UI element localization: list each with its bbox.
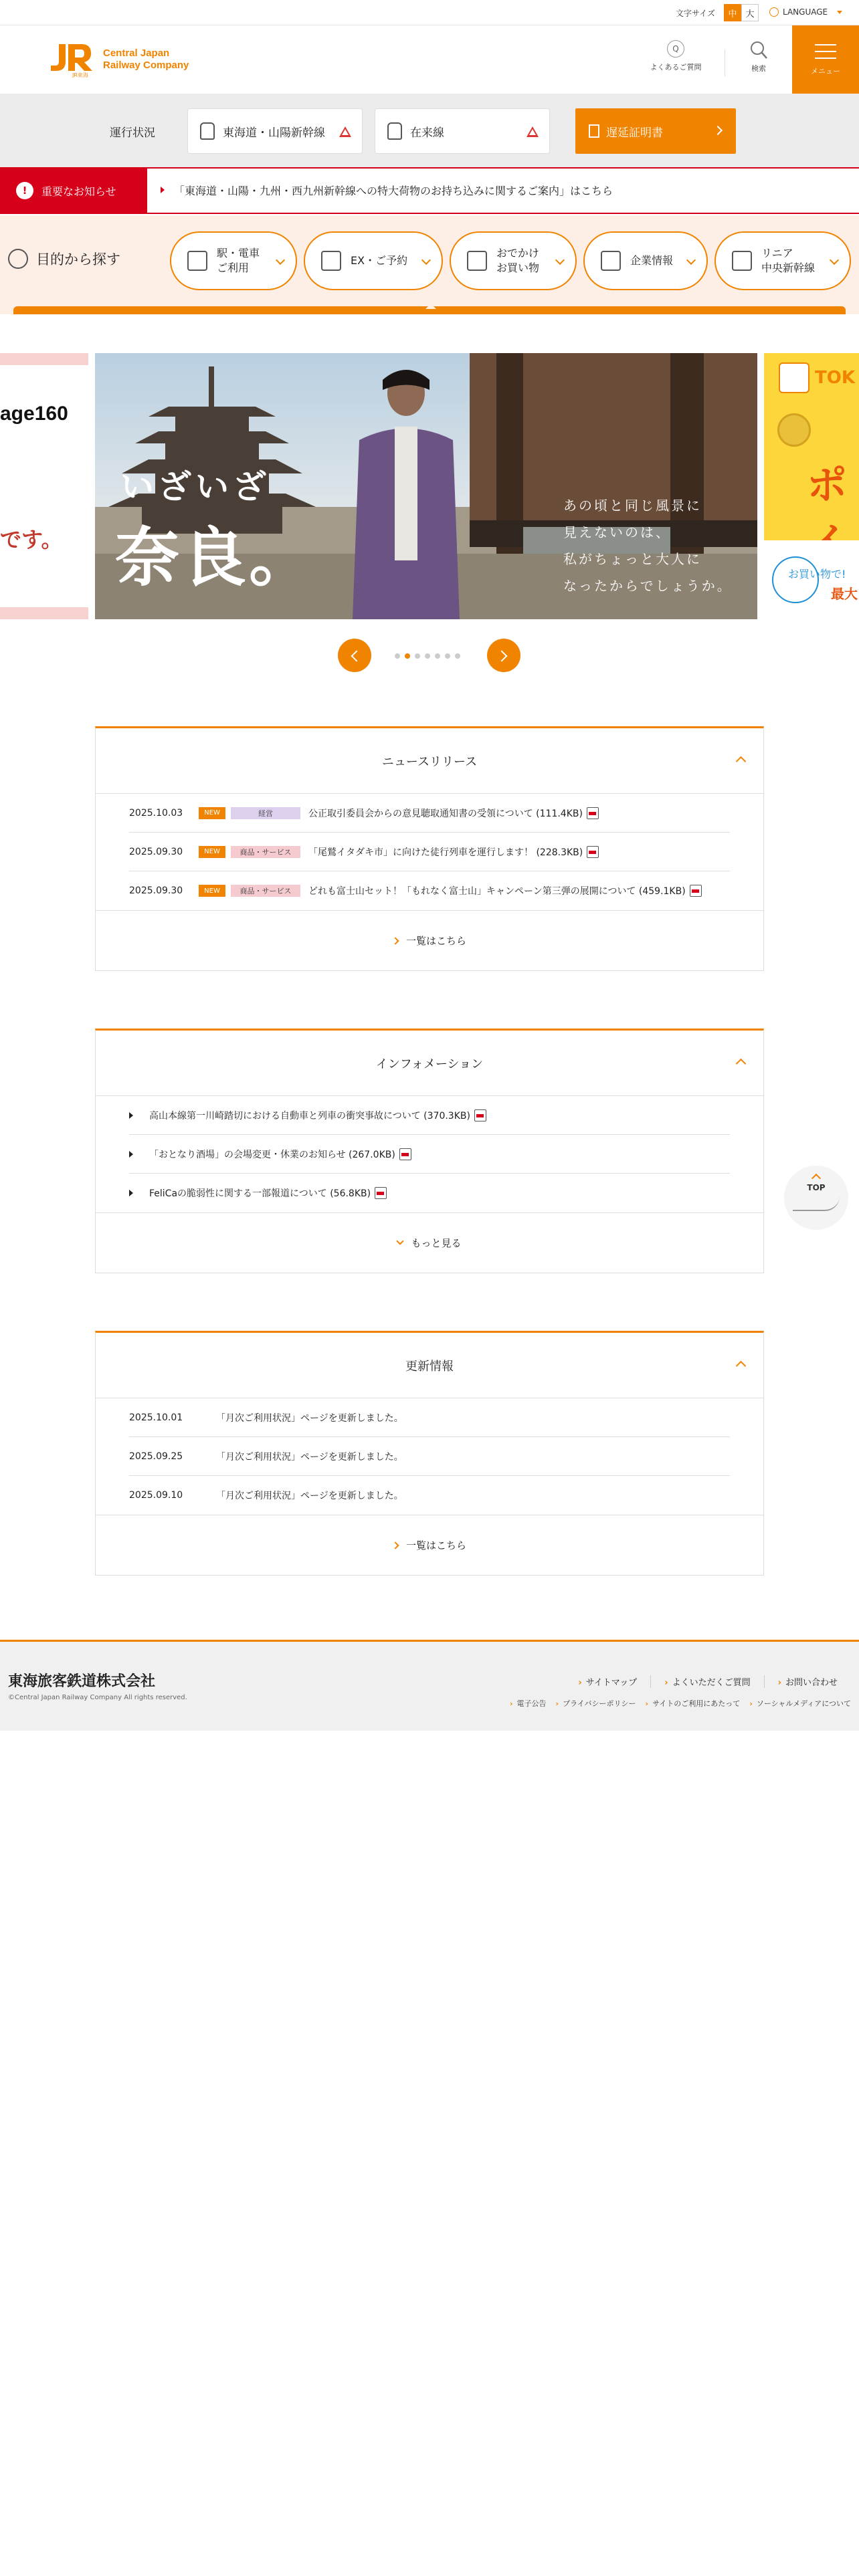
pdf-icon [587, 807, 599, 819]
new-badge: NEW [199, 885, 225, 897]
info-title: 高山本線第一川崎踏切における自動車と列車の衝突事故について (370.3KB) [149, 1109, 486, 1122]
search-icon [749, 40, 768, 60]
carousel-dot[interactable] [455, 653, 460, 659]
purpose-title [8, 249, 120, 269]
footer-link-contact[interactable]: › お問い合わせ [764, 1675, 851, 1688]
pdf-icon [587, 846, 599, 858]
site-logo[interactable] [47, 41, 189, 78]
updates-more-label: 一覧はこちら [405, 1539, 466, 1551]
chevron-down-icon [830, 255, 839, 265]
news-date: 2025.10.03 [129, 807, 183, 819]
information-list [96, 1096, 763, 1212]
update-row[interactable] [129, 1476, 730, 1515]
new-badge: NEW [199, 807, 225, 819]
update-title: 「月次ご利用状況」ページを更新しました。 [216, 1491, 403, 1501]
status-zairai[interactable] [375, 108, 550, 154]
chevron-down-icon [397, 1237, 404, 1245]
delay-certificate-label: 遅延証明書 [606, 126, 663, 140]
slide-next-text3: お買い物で! [788, 568, 846, 580]
top-label: TOP [807, 1183, 826, 1192]
slide-title: いざいざ [120, 467, 270, 506]
warning-icon [339, 126, 351, 137]
footer-link-faq[interactable]: › よくいただくご質問 [650, 1675, 763, 1688]
footer-copyright: ©Central Japan Railway Company All rights reserved. [8, 1694, 187, 1701]
font-size-medium-button[interactable]: 中 [724, 4, 741, 21]
news-release-panel [95, 726, 764, 971]
news-more-label: 一覧はこちら [405, 935, 466, 947]
chevron-down-icon [555, 255, 565, 265]
building-icon [601, 251, 621, 271]
jr-logo-icon [47, 41, 95, 78]
purpose-outing-button[interactable] [450, 231, 577, 290]
font-size-large-button[interactable]: 大 [741, 4, 759, 21]
operation-status-bar [0, 94, 859, 167]
carousel-slide-prev[interactable] [0, 353, 88, 619]
slide-prev-text2: です。 [0, 527, 63, 552]
important-notice [0, 167, 859, 214]
carousel-dot[interactable] [395, 653, 400, 659]
carousel-prev-button[interactable] [338, 639, 371, 672]
purpose-search [0, 215, 859, 314]
purpose-title-label: 目的から探す [36, 251, 120, 267]
chevron-up-icon [736, 1059, 747, 1069]
search-button[interactable] [739, 40, 779, 74]
chevron-right-icon [713, 126, 723, 135]
logo-line2: Railway Company [103, 60, 189, 71]
train-icon [387, 122, 402, 140]
footer-link-social[interactable]: › ソーシャルメディアについて [749, 1698, 851, 1709]
site-header [0, 25, 859, 94]
search-label: 検索 [751, 64, 766, 73]
update-date: 2025.09.10 [129, 1490, 183, 1501]
information-panel [95, 1029, 764, 1273]
caret-down-icon [837, 11, 842, 14]
chevron-down-icon [421, 255, 431, 265]
notice-tag-label: 重要なお知らせ [41, 185, 116, 198]
update-title: 「月次ご利用状況」ページを更新しました。 [216, 1412, 403, 1424]
info-more-button[interactable] [96, 1212, 763, 1273]
pdf-icon [375, 1187, 387, 1199]
toica-card-icon [779, 362, 809, 393]
purpose-corporate-button[interactable] [583, 231, 708, 290]
slide-next-text4: 最大 [831, 586, 858, 602]
status-zairai-label: 在来線 [410, 126, 444, 140]
carousel-next-button[interactable] [487, 639, 520, 672]
info-title: 「おとなり酒場」の会場変更・休業のお知らせ (267.0KB) [149, 1148, 411, 1161]
category-badge: 商品・サービス [231, 846, 300, 858]
status-shinkansen[interactable] [187, 108, 363, 154]
purpose-linear-button[interactable] [714, 231, 851, 290]
update-row[interactable] [129, 1398, 730, 1437]
footer-link-terms[interactable]: › サイトのご利用にあたって [646, 1698, 741, 1709]
footer-main-links [565, 1675, 851, 1688]
exclamation-icon: ! [16, 182, 33, 199]
logo-jr-sub: JR東海 [72, 72, 88, 78]
carousel-dot[interactable] [435, 653, 440, 659]
news-more-link[interactable] [96, 910, 763, 970]
update-date: 2025.10.01 [129, 1412, 183, 1423]
purpose-notch [425, 304, 436, 309]
purpose-label: 駅・電車 ご利用 [217, 247, 260, 274]
notice-link[interactable]: 「東海道・山陽・九州・西九州新幹線への特大荷物のお持ち込みに関するご案内」はこちら [161, 183, 613, 198]
category-badge: 経営 [231, 807, 300, 819]
hamburger-icon [815, 44, 836, 59]
news-date: 2025.09.30 [129, 885, 183, 896]
train-icon [200, 122, 215, 140]
news-release-list [96, 794, 763, 910]
news-row[interactable] [129, 833, 730, 871]
coin-icon [777, 413, 811, 447]
notice-tag [0, 169, 147, 213]
chevron-up-icon [812, 1174, 821, 1183]
chevron-right-icon [391, 937, 399, 944]
info-row[interactable] [129, 1174, 730, 1212]
carousel-dot[interactable] [425, 653, 430, 659]
info-title: FeliCaの脆弱性に関する一部報道について (56.8KB) [149, 1186, 387, 1200]
category-badge: 商品・サービス [231, 885, 300, 897]
footer-sub-links [510, 1698, 851, 1709]
info-more-label: もっと見る [411, 1237, 462, 1249]
search-icon [8, 249, 28, 269]
slide-prev-text1: age160 [0, 403, 68, 425]
slide-next-ribbon [764, 540, 859, 619]
chevron-down-icon [686, 255, 696, 265]
shinkansen-icon [793, 1196, 840, 1211]
back-to-top-button[interactable] [784, 1166, 848, 1230]
carousel-dot-active[interactable] [405, 653, 410, 659]
utility-bar [0, 0, 859, 25]
document-icon [589, 124, 599, 138]
update-title: 「月次ご利用状況」ページを更新しました。 [216, 1451, 403, 1463]
chevron-down-icon [276, 255, 285, 265]
faq-link[interactable] [642, 40, 709, 72]
news-title: 公正取引委員会からの意見聴取通知書の受領について (111.4KB) [308, 807, 599, 820]
purpose-label: EX・ご予約 [351, 254, 408, 267]
purpose-label: 企業情報 [630, 254, 674, 267]
faq-label: よくあるご質問 [650, 63, 702, 72]
updates-more-link[interactable] [96, 1515, 763, 1575]
status-shinkansen-label: 東海道・山陽新幹線 [223, 126, 325, 140]
purpose-station-button[interactable] [170, 231, 297, 290]
warning-icon [527, 126, 539, 137]
language-label: LANGUAGE [783, 7, 828, 17]
delay-certificate-button[interactable] [575, 108, 736, 154]
chevron-up-icon [736, 756, 747, 767]
update-date: 2025.09.25 [129, 1451, 183, 1462]
footer-company-name: 東海旅客鉄道株式会社 [8, 1673, 156, 1690]
footer-link-sitemap[interactable]: › サイトマップ [565, 1675, 650, 1688]
footer-link-public-notice[interactable]: › 電子公告 [510, 1698, 547, 1709]
purpose-label: リニア 中央新幹線 [761, 247, 816, 274]
slide-copy: あの頃と同じ風景に 見えないのは、 私がちょっと大人に なったからでしょうか。 [563, 498, 733, 594]
updates-header[interactable] [96, 1333, 763, 1398]
footer-link-privacy[interactable]: › プライバシーポリシー [556, 1698, 636, 1709]
carousel-slide-next[interactable] [764, 353, 859, 619]
slide-next-text1: TOK [815, 368, 855, 388]
purpose-label: おでかけ お買い物 [496, 247, 540, 274]
info-row[interactable] [129, 1096, 730, 1135]
news-release-title: ニュースリリース [381, 754, 478, 769]
menu-button[interactable] [792, 25, 859, 94]
shopping-icon [467, 251, 487, 271]
news-title: どれも富士山セット！「もれなく富士山」キャンペーン第三弾の展開について (459.1KB) [308, 884, 702, 897]
menu-label: メニュー [811, 67, 840, 76]
purpose-ex-button[interactable] [304, 231, 443, 290]
site-footer [0, 1640, 859, 1731]
font-size-label: 文字サイズ [676, 9, 716, 18]
info-row[interactable] [129, 1135, 730, 1174]
carousel-dot[interactable] [415, 653, 420, 659]
news-row[interactable] [129, 794, 730, 833]
status-label: 運行状況 [110, 126, 155, 140]
updates-list [96, 1398, 763, 1515]
station-icon [187, 251, 207, 271]
information-header[interactable] [96, 1031, 763, 1096]
pdf-icon [690, 885, 702, 897]
information-title: インフォメーション [375, 1057, 484, 1071]
slide-place: 奈良。 [115, 520, 316, 595]
chevron-right-icon [391, 1541, 399, 1549]
chevron-up-icon [736, 1361, 747, 1372]
logo-text [103, 47, 189, 72]
language-selector[interactable] [769, 7, 842, 17]
carousel-slide-active[interactable] [95, 353, 757, 619]
news-date: 2025.09.30 [129, 846, 183, 857]
news-title: 「尾鷲イタダキ市」に向けた徒行列車を運行します！ (228.3KB) [308, 845, 599, 859]
update-row[interactable] [129, 1437, 730, 1476]
ticket-icon [321, 251, 341, 271]
logo-line1: Central Japan [103, 47, 170, 59]
carousel-dots [395, 653, 460, 659]
question-icon: Q [667, 40, 684, 58]
carousel-dot[interactable] [445, 653, 450, 659]
pdf-icon [474, 1109, 486, 1121]
news-release-header[interactable] [96, 728, 763, 794]
pdf-icon [399, 1148, 411, 1160]
globe-icon [769, 7, 779, 17]
maglev-icon [732, 251, 752, 271]
updates-panel [95, 1331, 764, 1576]
slide-next-text2: ポ [807, 462, 847, 509]
new-badge: NEW [199, 846, 225, 858]
updates-title: 更新情報 [405, 1359, 454, 1374]
news-row[interactable] [129, 871, 730, 910]
